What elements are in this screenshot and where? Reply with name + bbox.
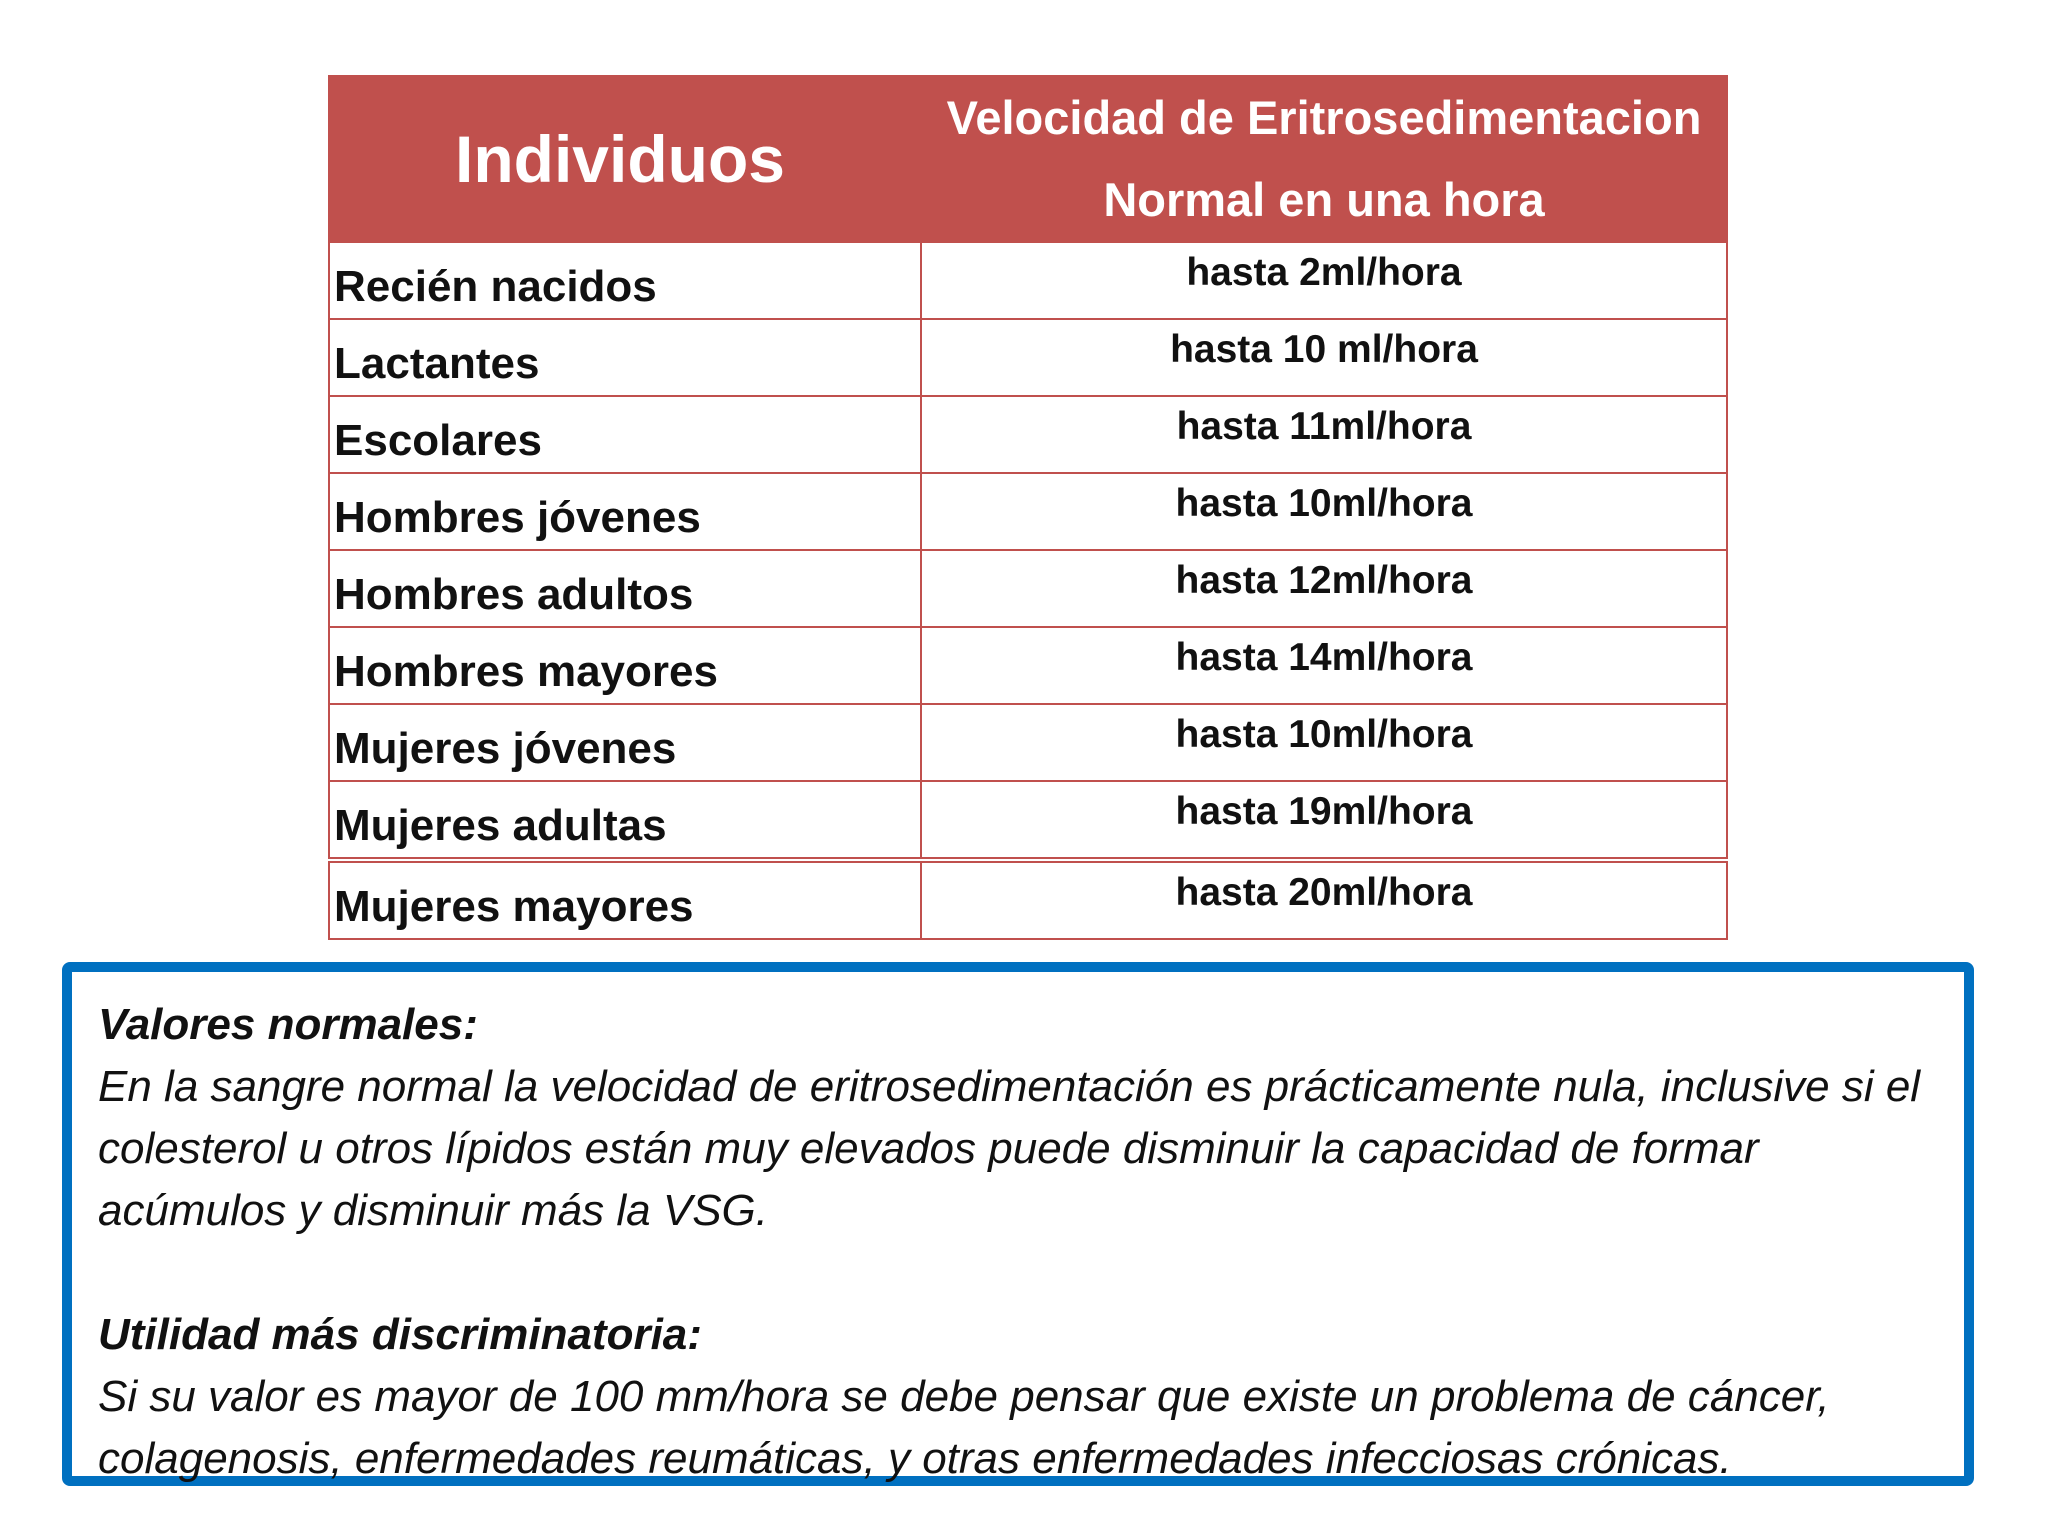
table-body (329, 242, 1727, 939)
row-value: hasta 12ml/hora (921, 550, 1727, 627)
row-value: hasta 11ml/hora (921, 396, 1727, 473)
table-header (329, 76, 1727, 242)
row-value: hasta 10 ml/hora (921, 319, 1727, 396)
header-rate-line2: Normal en una hora (1103, 173, 1545, 226)
row-group: Recién nacidos (329, 242, 921, 319)
row-value: hasta 19ml/hora (921, 781, 1727, 860)
header-individuals: Individuos (329, 76, 921, 242)
table-row (329, 473, 1727, 550)
row-group: Hombres jóvenes (329, 473, 921, 550)
table-row (329, 319, 1727, 396)
row-group: Hombres adultos (329, 550, 921, 627)
row-group: Mujeres adultas (329, 781, 921, 860)
table-row (329, 627, 1727, 704)
normal-values-text: En la sangre normal la velocidad de eritrosedimentación es prácticamente nula, inclusive si el colesterol u otros lípidos están muy elevados puede disminuir la capacidad de formar acúmulos y disminuir más la VSG. (98, 1062, 1921, 1235)
row-group: Hombres mayores (329, 627, 921, 704)
utility-heading: Utilidad más discriminatoria: (98, 1310, 702, 1359)
info-box (62, 962, 1974, 1486)
row-group: Mujeres jóvenes (329, 704, 921, 781)
table-row (329, 396, 1727, 473)
table-row (329, 860, 1727, 939)
row-group: Escolares (329, 396, 921, 473)
row-value: hasta 10ml/hora (921, 473, 1727, 550)
row-value: hasta 10ml/hora (921, 704, 1727, 781)
row-group: Lactantes (329, 319, 921, 396)
row-value: hasta 14ml/hora (921, 627, 1727, 704)
table-row (329, 704, 1727, 781)
table-row (329, 550, 1727, 627)
table-row (329, 781, 1727, 860)
row-value: hasta 20ml/hora (921, 860, 1727, 939)
normal-values-heading: Valores normales: (98, 1000, 478, 1049)
paragraph-gap (98, 1242, 1946, 1304)
row-group: Mujeres mayores (329, 860, 921, 939)
row-value: hasta 2ml/hora (921, 242, 1727, 319)
esr-table (328, 75, 1728, 940)
utility-text: Si su valor es mayor de 100 mm/hora se debe pensar que existe un problema de cáncer, colagenosis, enfermedades reumáticas, y otras enfermedades infecciosas crónicas. (98, 1372, 1830, 1483)
table-row (329, 242, 1727, 319)
header-rate-line1: Velocidad de Eritrosedimentacion (946, 91, 1702, 144)
header-rate (921, 76, 1727, 242)
